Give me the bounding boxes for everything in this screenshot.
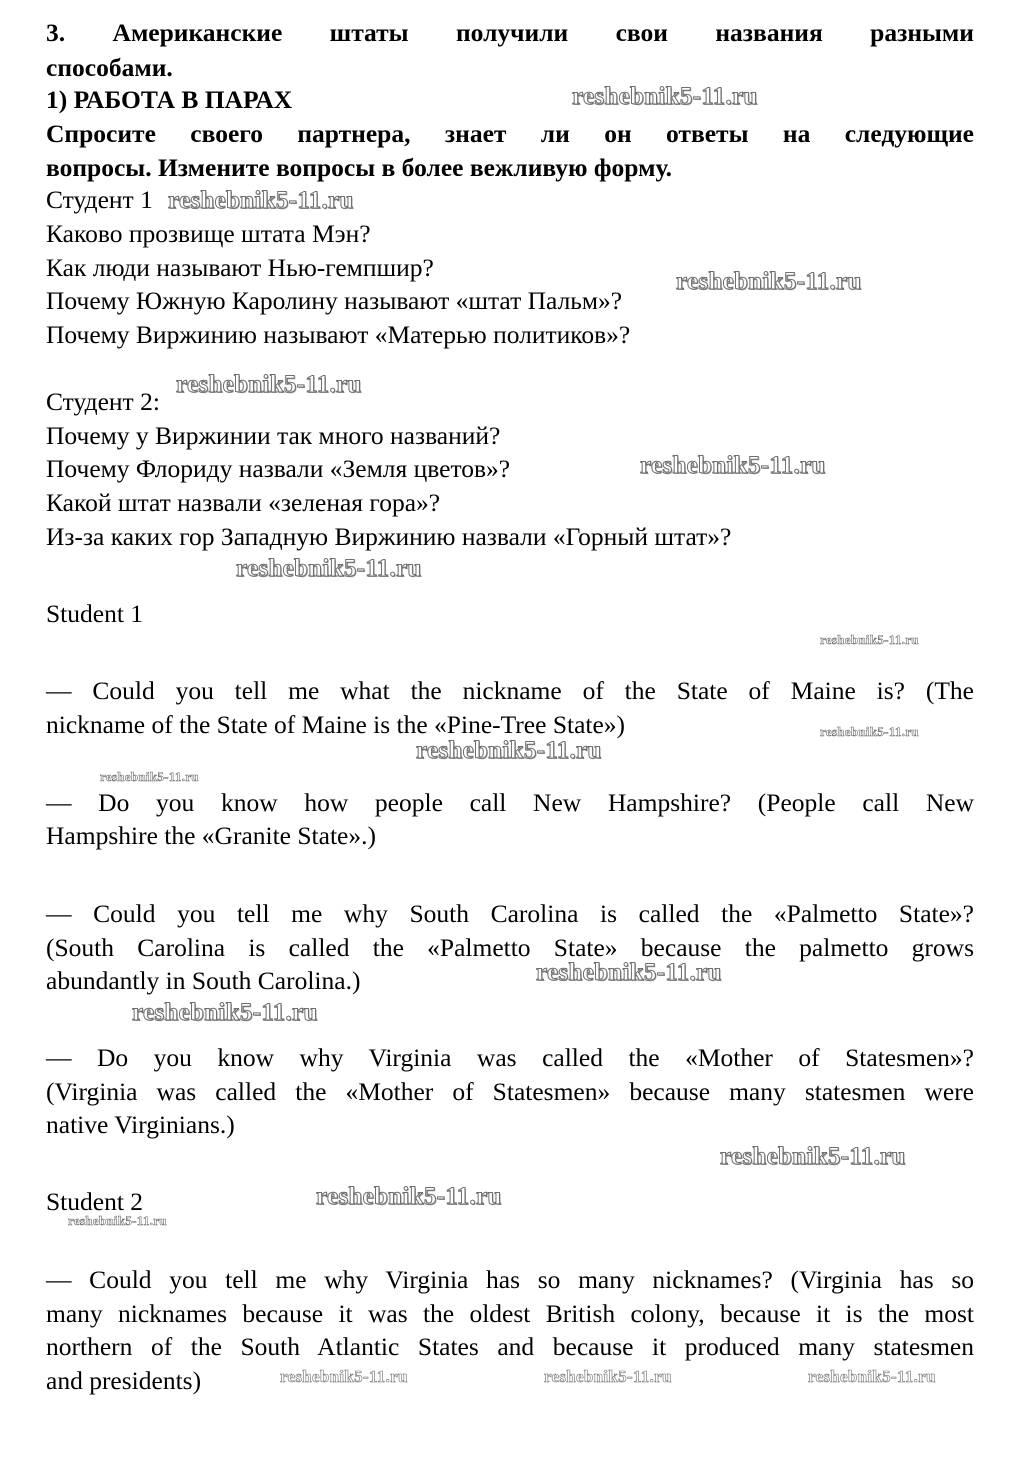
ru-question: Почему у Виржинии так много названий?: [46, 421, 501, 450]
answer-line: Hampshire the «Granite State».): [46, 821, 376, 850]
answer-line: — Could you tell me why Virginia has so many nicknames? (Virginia has so: [46, 1265, 974, 1294]
watermark: reshebnik5-11.ru: [176, 371, 362, 398]
ru-question: Каково прозвище штата Мэн?: [46, 219, 371, 248]
answer-line: many nicknames because it was the oldest British colony, because it is the most: [46, 1299, 974, 1328]
ru-student-1-label: Студент 1: [46, 185, 153, 214]
answer-line: — Could you tell me what the nickname of the State of Maine is? (The: [46, 676, 974, 705]
instruction-line-2: вопросы. Измените вопросы в более вежливую форму.: [46, 153, 673, 182]
watermark: reshebnik5-11.ru: [640, 452, 826, 479]
ru-student-2-label: Студент 2:: [46, 387, 160, 416]
task-title-line-2: способами.: [46, 53, 173, 82]
answer-line: — Could you tell me why South Carolina is called the «Palmetto State»?: [46, 899, 974, 928]
answer-line: abundantly in South Carolina.): [46, 966, 361, 995]
answer-line: — Do you know how people call New Hampshire? (People call New: [46, 788, 974, 817]
ru-question: Почему Южную Каролину называют «штат Пальм»?: [46, 286, 623, 315]
answer-line: (Virginia was called the «Mother of Statesmen» because many statesmen were: [46, 1077, 974, 1106]
en-student-1-label: Student 1: [46, 599, 144, 628]
watermark: reshebnik5-11.ru: [280, 1367, 408, 1386]
watermark: reshebnik5-11.ru: [572, 83, 758, 110]
instruction-line-1: Спросите своего партнера, знает ли он ответы на следующие: [46, 119, 974, 148]
ru-question: Из-за каких гор Западную Виржинию назвали «Горный штат»?: [46, 522, 732, 551]
answer-line: (South Carolina is called the «Palmetto State» because the palmetto grows: [46, 933, 974, 962]
watermark: reshebnik5-11.ru: [416, 737, 602, 764]
ru-question: Какой штат назвали «зеленая гора»?: [46, 488, 441, 517]
watermark: reshebnik5-11.ru: [132, 999, 318, 1026]
watermark: reshebnik5-11.ru: [316, 1183, 502, 1210]
watermark: reshebnik5-11.ru: [820, 632, 919, 647]
section-heading: 1) РАБОТА В ПАРАХ: [46, 85, 293, 114]
watermark: reshebnik5-11.ru: [544, 1367, 672, 1386]
watermark: reshebnik5-11.ru: [68, 1213, 167, 1228]
en-student-2-label: Student 2: [46, 1187, 144, 1216]
answer-line: — Do you know why Virginia was called the «Mother of Statesmen»?: [46, 1043, 974, 1072]
answer-line: nickname of the State of Maine is the «Pine-Tree State»): [46, 710, 626, 739]
watermark: reshebnik5-11.ru: [808, 1367, 936, 1386]
watermark: reshebnik5-11.ru: [676, 268, 862, 295]
watermark: reshebnik5-11.ru: [168, 187, 354, 214]
watermark: reshebnik5-11.ru: [536, 959, 722, 986]
watermark: reshebnik5-11.ru: [820, 724, 919, 739]
ru-question: Почему Виржинию называют «Матерью политиков»?: [46, 320, 631, 349]
watermark: reshebnik5-11.ru: [720, 1143, 906, 1170]
ru-question: Как люди называют Нью-гемпшир?: [46, 253, 434, 282]
answer-line: and presidents): [46, 1366, 202, 1395]
watermark: reshebnik5-11.ru: [100, 769, 199, 784]
task-title-line-1: 3. Американские штаты получили свои названия разными: [46, 18, 974, 47]
answer-line: native Virginians.): [46, 1110, 235, 1139]
ru-question: Почему Флориду назвали «Земля цветов»?: [46, 454, 511, 483]
watermark: reshebnik5-11.ru: [236, 555, 422, 582]
answer-line: northern of the South Atlantic States and because it produced many statesmen: [46, 1332, 974, 1361]
